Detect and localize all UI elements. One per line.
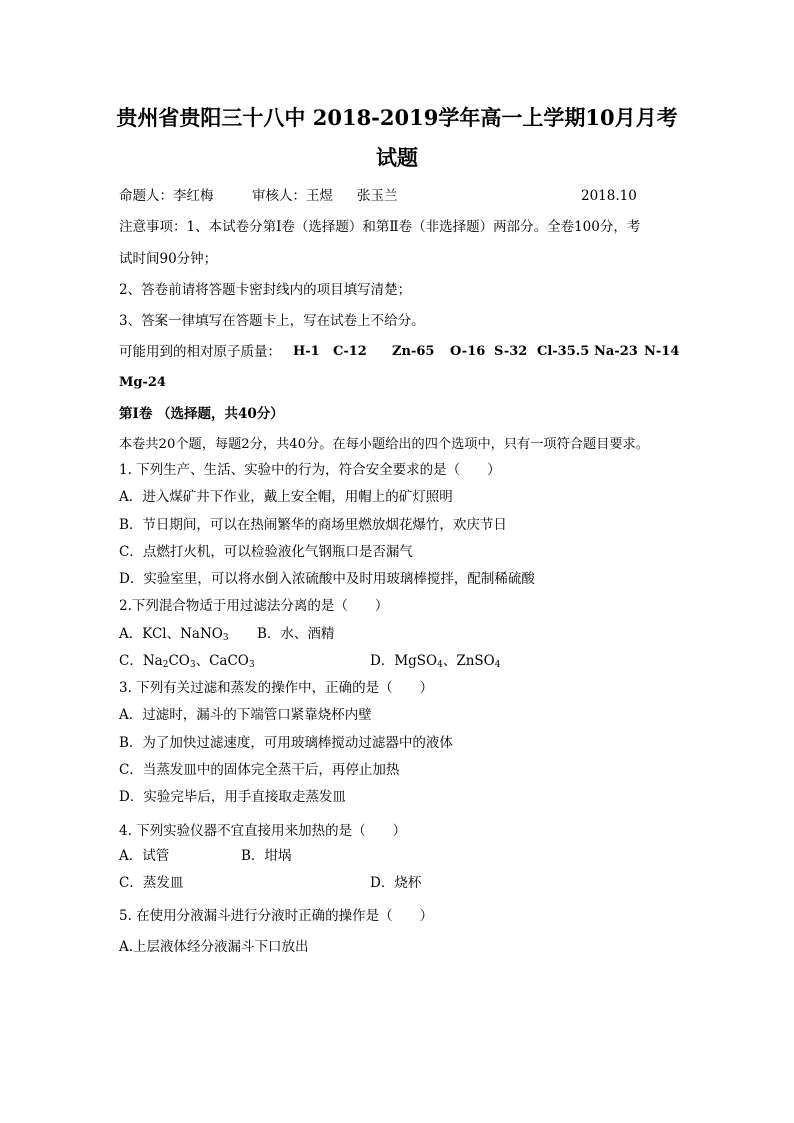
question-5-stem: 5. 在使用分液漏斗进行分液时正确的操作是（ ） (119, 908, 434, 924)
title-line-1: 贵州省贵阳三十八中 2018-2019学年高一上学期10月月考 (116, 105, 678, 130)
atomic-mass-item: Na-23 (594, 344, 638, 359)
atomic-mass-item: H-1 (293, 344, 320, 359)
atomic-mass-label: 可能用到的相对原子质量： (119, 344, 281, 360)
question-3-option-c: C．当蒸发皿中的固体完全蒸干后，再停止加热 (119, 762, 400, 778)
question-3-option-a: A．过滤时，漏斗的下端管口紧靠烧杯内壁 (119, 707, 372, 723)
question-1-stem: 1. 下列生产、生活、实验中的行为，符合安全要求的是（ ） (119, 462, 501, 478)
question-4-option-c: C．蒸发皿 (119, 875, 184, 891)
atomic-mass-item: Zn-65 (392, 344, 435, 359)
question-4-option-a: A．试管 (119, 848, 170, 864)
atomic-mass-item: C-12 (333, 344, 367, 359)
question-3-stem: 3. 下列有关过滤和蒸发的操作中，正确的是（ ） (119, 680, 434, 696)
question-4-option-d: D．烧杯 (370, 875, 422, 891)
question-3-option-d: D．实验完毕后，用手直接取走蒸发皿 (119, 789, 346, 805)
note-2: 2、答卷前请将答题卡密封线内的项目填写清楚； (119, 282, 412, 298)
note-1-line-2: 试时间90分钟； (119, 251, 218, 267)
note-3: 3、答案一律填写在答题卡上，写在试卷上不给分。 (119, 313, 425, 329)
question-1-option-d: D．实验室里，可以将水倒入浓硫酸中及时用玻璃棒搅拌，配制稀硫酸 (119, 571, 535, 587)
section-1-heading: 第Ⅰ卷 （选择题，共40分） (119, 406, 284, 422)
author-label: 命题人：李红梅 (119, 188, 214, 204)
question-1-option-b: B．节日期间，可以在热闹繁华的商场里燃放烟花爆竹，欢庆节日 (119, 517, 507, 533)
atomic-mass-line-2: Mg-24 (119, 375, 166, 390)
question-2-option-c: C．$Na_2CO_3$、CaCO$_3$ (119, 653, 255, 670)
title-line-2: 试题 (376, 145, 418, 170)
exam-date: 2018.10 (581, 188, 637, 204)
question-3-option-b: B．为了加快过滤速度，可用玻璃棒搅动过滤器中的液体 (119, 735, 453, 751)
question-2-option-a: A．KCl、NaNO$_3$ (119, 626, 229, 643)
question-1-option-c: C．点燃打火机，可以检验液化气钢瓶口是否漏气 (119, 544, 413, 560)
question-5-option-a: A.上层液体经分液漏斗下口放出 (119, 939, 309, 955)
atomic-mass-item: O-16 (450, 344, 486, 359)
atomic-mass-item: Cl-35.5 (537, 344, 590, 359)
reviewer2-name: 张玉兰 (357, 188, 398, 204)
question-2-stem: 2.下列混合物适于用过滤法分离的是（ ） (119, 598, 389, 614)
note-1-line-1: 注意事项：1、本试卷分第Ⅰ卷（选择题）和第Ⅱ卷（非选择题）两部分。全卷100分，考 (119, 219, 641, 235)
question-2-option-b: B．水、酒精 (257, 626, 335, 642)
atomic-mass-item: S-32 (494, 344, 528, 359)
question-2-option-d: D．MgSO$_4$、ZnSO$_4$ (370, 653, 501, 670)
author-line (119, 187, 214, 205)
atomic-mass-item: N-14 (644, 344, 680, 359)
question-4-option-b: B．坩埚 (241, 848, 292, 864)
question-4-stem: 4. 下列实验仪器不宜直接用来加热的是（ ） (119, 823, 407, 839)
question-1-option-a: A．进入煤矿井下作业，戴上安全帽，用帽上的矿灯照明 (119, 489, 453, 505)
section-1-instructions: 本卷共20个题，每题2分，共40分。在每小题给出的四个选项中，只有一项符合题目要求。 (119, 437, 649, 452)
reviewer-label: 审核人：王煜 (252, 188, 333, 204)
